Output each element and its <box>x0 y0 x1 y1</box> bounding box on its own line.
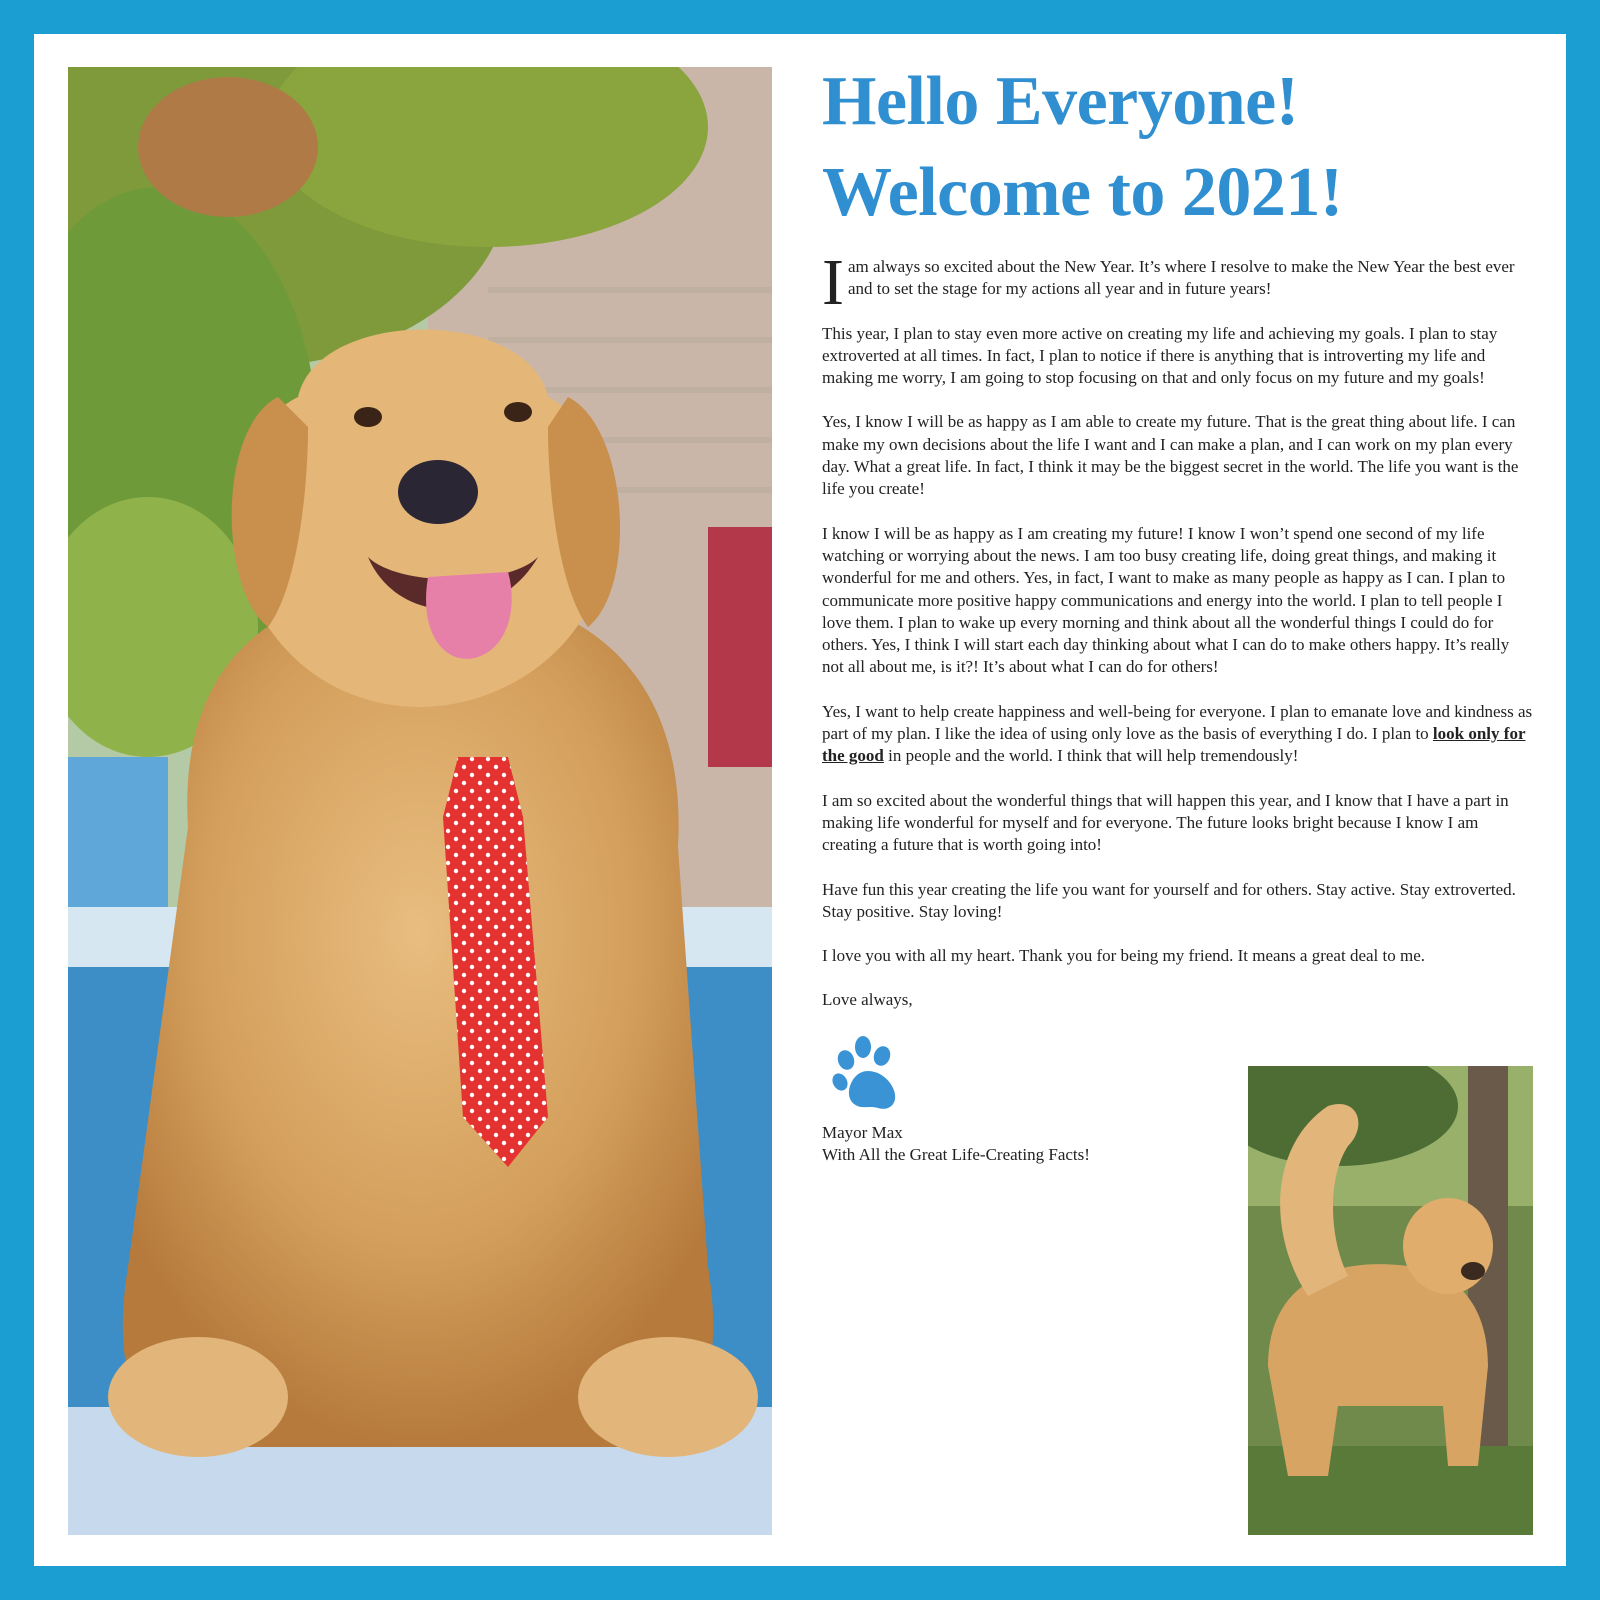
paragraph-1 <box>822 246 1534 319</box>
headline-line-2: Welcome to 2021! <box>822 154 1343 231</box>
paragraph-6: I am so excited about the wonderful things that will happen this year, and I know that I have a part in making life wonderful for myself and for everyone. The future looks bright because I know I am creating a future that is worth going into! <box>822 790 1509 855</box>
letter-column <box>822 56 1534 1166</box>
letter-page <box>34 34 1566 1566</box>
paragraph-1-text: am always so excited about the New Year. It’s where I resolve to make the New Year the best ever and to set the stage for my actions all year and in future years! <box>848 257 1515 299</box>
drop-cap: I <box>822 246 844 319</box>
paragraph-5 <box>822 701 1534 768</box>
paragraph-3: Yes, I know I will be as happy as I am able to create my future. That is the great thing about life. I can make my own decisions about the life I want and I can make a plan, and I can work on my plan every day. What a great life. In fact, I think it may be the biggest secret in the world. The life you want is the life you create! <box>822 412 1519 499</box>
letter-body <box>822 246 1534 1166</box>
paragraph-2: This year, I plan to stay even more active on creating my life and achieving my goals. I plan to stay extroverted at all times. In fact, I plan to notice if there is anything that is introverting my life and making me worry, I am going to stop focusing on that and only focus on my future and my goals! <box>822 323 1498 388</box>
headline-line-1: Hello Everyone! <box>822 63 1299 140</box>
paragraph-4: I know I will be as happy as I am creating my future! I know I won’t spend one second of my life watching or worrying about the news. I am too busy creating life, doing great things, and making it wonderful for me and others. Yes, in fact, I want to make as many people as happy as I can. I plan to communicate more positive happy communications and energy into the world. I plan to tell people I love them. I plan to wake up every morning and think about all the wonderful things I could do for others. Yes, I think I will start each day thinking about what I can do to make others happy. It’s really not all about me, is it?! It’s about what I can do for others! <box>822 523 1510 677</box>
closing-line: Love always, <box>822 990 913 1010</box>
headline <box>822 56 1534 238</box>
paw-print-icon <box>826 1034 906 1114</box>
signature-tagline: With All the Great Life-Creating Facts! <box>822 1145 1090 1165</box>
main-dog-photo <box>68 67 772 1535</box>
secondary-dog-photo <box>1248 1066 1533 1535</box>
paragraph-8: I love you with all my heart. Thank you for being my friend. It means a great deal to me. <box>822 946 1426 966</box>
paragraph-5-text-b: in people and the world. I think that will help tremendously! <box>883 746 1299 766</box>
paragraph-7: Have fun this year creating the life you want for yourself and for others. Stay active. Stay extroverted. Stay positive. Stay loving! <box>822 879 1516 921</box>
signature-name: Mayor Max <box>822 1122 903 1142</box>
look-only-for-the-good-link[interactable]: look only for the good <box>822 724 1526 766</box>
paragraph-5-text-a: Yes, I want to help create happiness and well-being for everyone. I plan to emanate love and kindness as part of my plan. I like the idea of using only love as the basis of everything I do. I plan to <box>822 701 1533 744</box>
